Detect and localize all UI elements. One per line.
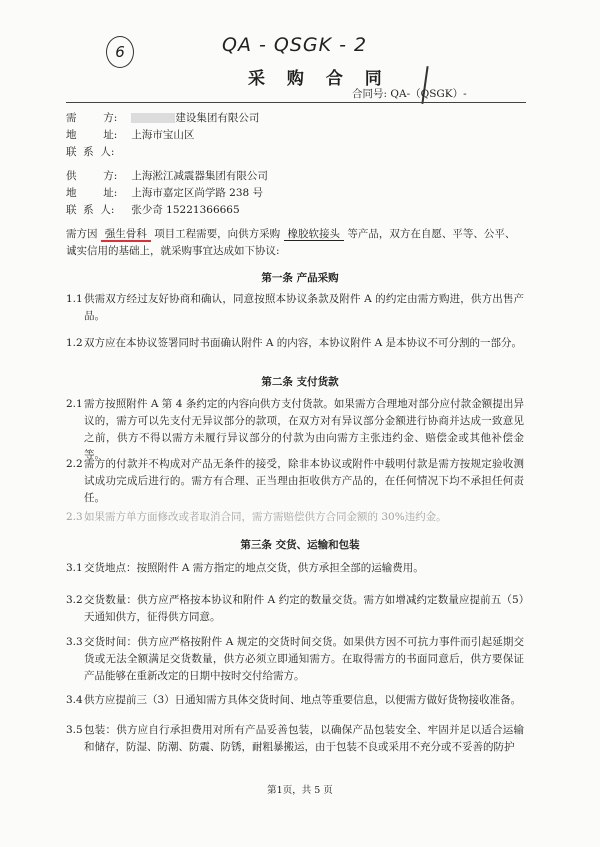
buyer-row xyxy=(66,110,259,127)
clause-3-3 xyxy=(66,634,524,685)
seller-label: 供 方: xyxy=(66,170,118,182)
intro-line-2: 诚实信用的基础上，就采购事宜达成如下协议: xyxy=(66,245,280,257)
clause-3-2 xyxy=(66,592,524,626)
clause-number: 3.3 xyxy=(66,636,83,648)
buyer-label: 需 方: xyxy=(66,112,118,124)
intro-text-2: 项目工程需要，向供方采购 xyxy=(154,228,281,240)
clause-2-3 xyxy=(66,509,524,526)
redacted-block xyxy=(131,113,175,123)
clause-number: 1.2 xyxy=(66,337,83,349)
clause-1-2 xyxy=(66,335,524,352)
intro-line-1 xyxy=(66,226,515,243)
intro-text-1: 需方因 xyxy=(66,228,98,240)
clause-text: 如果需方单方面修改或者取消合同，需方需赔偿供方合同金额的 30%违约金。 xyxy=(84,511,447,523)
clause-number: 3.1 xyxy=(66,562,83,574)
clause-number: 1.1 xyxy=(66,293,83,305)
clause-text: 交货时间：供方应严格按附件 A 规定的交货时间交货。如果供方因不可抗力事件而引起延期交货或无法全额满足交货数量，供方必须立即通知需方。在取得需方的书面同意后，供方要保证产品能够在重新改定的日期中按时交付给需方。 xyxy=(84,636,524,682)
clause-number: 2.3 xyxy=(66,511,83,523)
page-number: 第1页，共 5 页 xyxy=(267,785,333,796)
buyer-address-row xyxy=(66,127,194,144)
buyer-contact-label: 联 系 人: xyxy=(66,146,115,158)
product-name: 橡胶软接头 xyxy=(284,228,345,241)
clause-text: 需方的付款并不构成对产品无条件的接受，除非本协议或附件中载明付款是需方按规定验收测试成功完成后进行的。需方有合理、正当理由拒收供方产品的，在任何情况下均不承担任何责任。 xyxy=(84,458,524,504)
section-2-heading: 第二条 支付货款 xyxy=(261,376,339,388)
clause-number: 2.1 xyxy=(66,398,83,410)
buyer-name: 建设集团有限公司 xyxy=(175,112,260,124)
seller-row xyxy=(66,168,268,185)
document-title: 采 购 合 同 xyxy=(248,69,390,89)
clause-text: 供方应提前三（3）日通知需方具体交货时间、地点等重要信息，以便需方做好货物接收准备。 xyxy=(84,694,522,706)
handwritten-contract-code: QA - QSGK - 2 xyxy=(222,34,368,56)
buyer-address: 上海市宝山区 xyxy=(131,129,195,141)
contract-number: 合同号: QA-（QSGK）- xyxy=(352,88,467,100)
clause-text: 交货数量：供方应严格按本协议和附件 A 约定的数量交货。需方如增减约定数量应提前五（5）天通知供方，征得供方同意。 xyxy=(84,594,524,623)
header-rule xyxy=(66,102,526,103)
section-1-heading: 第一条 产品采购 xyxy=(261,272,339,284)
clause-2-1 xyxy=(66,396,524,464)
buyer-address-label: 地 址: xyxy=(66,129,118,141)
section-3-heading: 第三条 交货、运输和包装 xyxy=(240,539,360,551)
seller-name: 上海淞江减震器集团有限公司 xyxy=(131,170,268,182)
circled-number-mark: 6 xyxy=(106,36,134,68)
seller-address-row xyxy=(66,185,263,202)
clause-3-4 xyxy=(66,692,524,709)
clause-1-1 xyxy=(66,291,524,325)
clause-number: 3.4 xyxy=(66,694,83,706)
clause-text: 供需双方经过友好协商和确认，同意按照本协议条款及附件 A 的约定由需方购进，供方出售产品。 xyxy=(84,293,524,322)
clause-3-5 xyxy=(66,722,524,756)
clause-number: 2.2 xyxy=(66,458,83,470)
clause-text: 交货地点：按照附件 A 需方指定的地点交货，供方承担全部的运输费用。 xyxy=(84,562,424,574)
seller-contact-row xyxy=(66,202,240,219)
clause-2-2 xyxy=(66,456,524,507)
clause-text: 包装：供方应自行承担费用对所有产品妥善包装，以确保产品包装安全、牢固并足以适合运输和储存，防湿、防潮、防震、防锈，耐粗暴搬运，由于包装不良或采用不充分或不妥善的防护 xyxy=(84,724,524,753)
clause-3-1 xyxy=(66,560,524,577)
clause-text: 需方按照附件 A 第 4 条约定的内容向供方支付货款。如果需方合理地对部分应付款金额提出异议的，需方可以先支付无异议部分的款项，在双方对有异议部分金额进行协商并达成一致意见之前，供方不得以需方未履行异议部分的付款为由向需方主张违约金、赔偿金或其他补偿金等。 xyxy=(84,398,524,461)
clause-text: 双方应在本协议签署同时书面确认附件 A 的内容，本协议附件 A 是本协议不可分割的一部分。 xyxy=(84,337,523,349)
seller-contact: 张少奇 15221366665 xyxy=(131,204,240,216)
seller-contact-label: 联 系 人: xyxy=(66,204,115,216)
seller-address: 上海市嘉定区尚学路 238 号 xyxy=(131,187,264,199)
clause-number: 3.2 xyxy=(66,594,83,606)
intro-text-3: 等产品，双方在自愿、平等、公平、 xyxy=(347,228,516,240)
project-name: 强生骨科 xyxy=(101,228,151,242)
seller-address-label: 地 址: xyxy=(66,187,118,199)
buyer-contact-row xyxy=(66,144,114,161)
clause-number: 3.5 xyxy=(66,724,83,736)
